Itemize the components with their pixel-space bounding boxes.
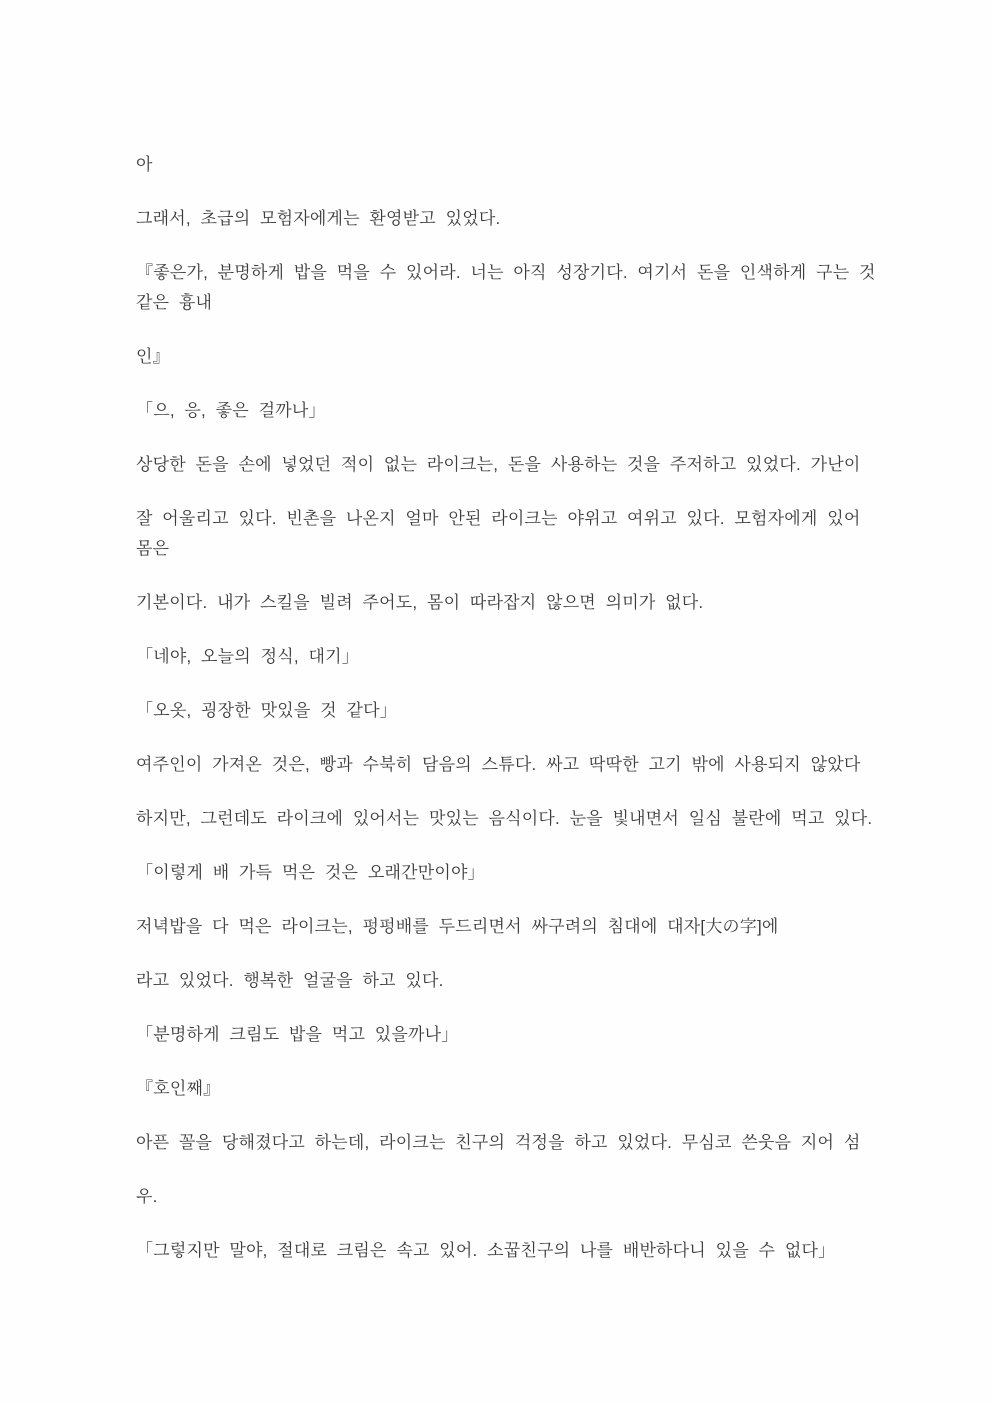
paragraph-line: 같은 흉내 [136,293,213,312]
paragraph [136,450,861,480]
paragraph-line: 상당한 돈을 손에 넣었던 적이 없는 라이크는, 돈을 사용하는 것을 주저하고 있었다. 가난이 [136,455,861,474]
paragraph [136,504,861,564]
paragraph-line: 아 [136,155,153,174]
paragraph [136,912,854,942]
paragraph [136,204,854,234]
paragraph-line: 여주인이 가져온 것은, 빵과 수북히 담음의 스튜다. 싸고 딱딱한 고기 밖에 사용되지 않았다 [136,755,861,774]
paragraph-line: 인』 [136,347,170,366]
paragraph [136,858,854,888]
paragraph-line: 하지만, 그런데도 라이크에 있어서는 맛있는 음식이다. 눈을 빛내면서 일심 불란에 먹고 있다. [136,809,873,828]
paragraph [136,1236,854,1266]
paragraph [136,1020,854,1050]
paragraph [136,750,861,780]
paragraph-line: 『좋은가, 분명하게 밥을 먹을 수 있어라. 너는 아직 성장기다. 여기서 돈을 인색하게 구는 것 [136,263,876,282]
paragraph [136,1182,854,1212]
paragraph-line: 잘 어울리고 있다. 빈촌을 나온지 얼마 안된 라이크는 야위고 여위고 있다. 모험자에게 있어 [136,509,861,528]
paragraph-line: 저녁밥을 다 먹은 라이크는, 펑펑배를 두드리면서 싸구려의 침대에 대자[大の字]에 [136,917,779,936]
paragraph [136,1074,854,1104]
paragraph [136,1128,861,1158]
paragraph-line: 「네야, 오늘의 정식, 대기」 [136,647,359,666]
paragraph-line: 몸은 [136,539,170,558]
paragraph-line: 「그렇지만 말야, 절대로 크림은 속고 있어. 소꿉친구의 나를 배반하다니 있을 수 없다」 [136,1241,836,1260]
paragraph-line: 「분명하게 크림도 밥을 먹고 있을까나」 [136,1025,459,1044]
paragraph-line: 라고 있었다. 행복한 얼굴을 하고 있다. [136,971,444,990]
paragraph [136,642,854,672]
paragraph [136,804,873,834]
text-content [136,0,876,1266]
paragraph [136,966,854,996]
paragraph-line: 기본이다. 내가 스킬을 빌려 주어도, 몸이 따라잡지 않으면 의미가 없다. [136,593,704,612]
paragraph [136,342,854,372]
paragraph-line: 『호인째』 [136,1079,221,1098]
paragraph-line: 그래서, 초급의 모험자에게는 환영받고 있었다. [136,209,501,228]
paragraph [136,588,854,618]
paragraph-line: 「이렇게 배 가득 먹은 것은 오래간만이야」 [136,863,485,882]
paragraph-line: 우. [136,1187,158,1206]
paragraph [136,258,876,318]
paragraph [136,696,854,726]
paragraph [136,396,854,426]
paragraph [136,150,854,180]
paragraph-line: 「오옷, 굉장한 맛있을 것 같다」 [136,701,397,720]
paragraph-line: 「으, 응, 좋은 걸까나」 [136,401,326,420]
paragraph-line: 아픈 꼴을 당해졌다고 하는데, 라이크는 친구의 걱정을 하고 있었다. 무심코 쓴웃음 지어 섬 [136,1133,861,1152]
